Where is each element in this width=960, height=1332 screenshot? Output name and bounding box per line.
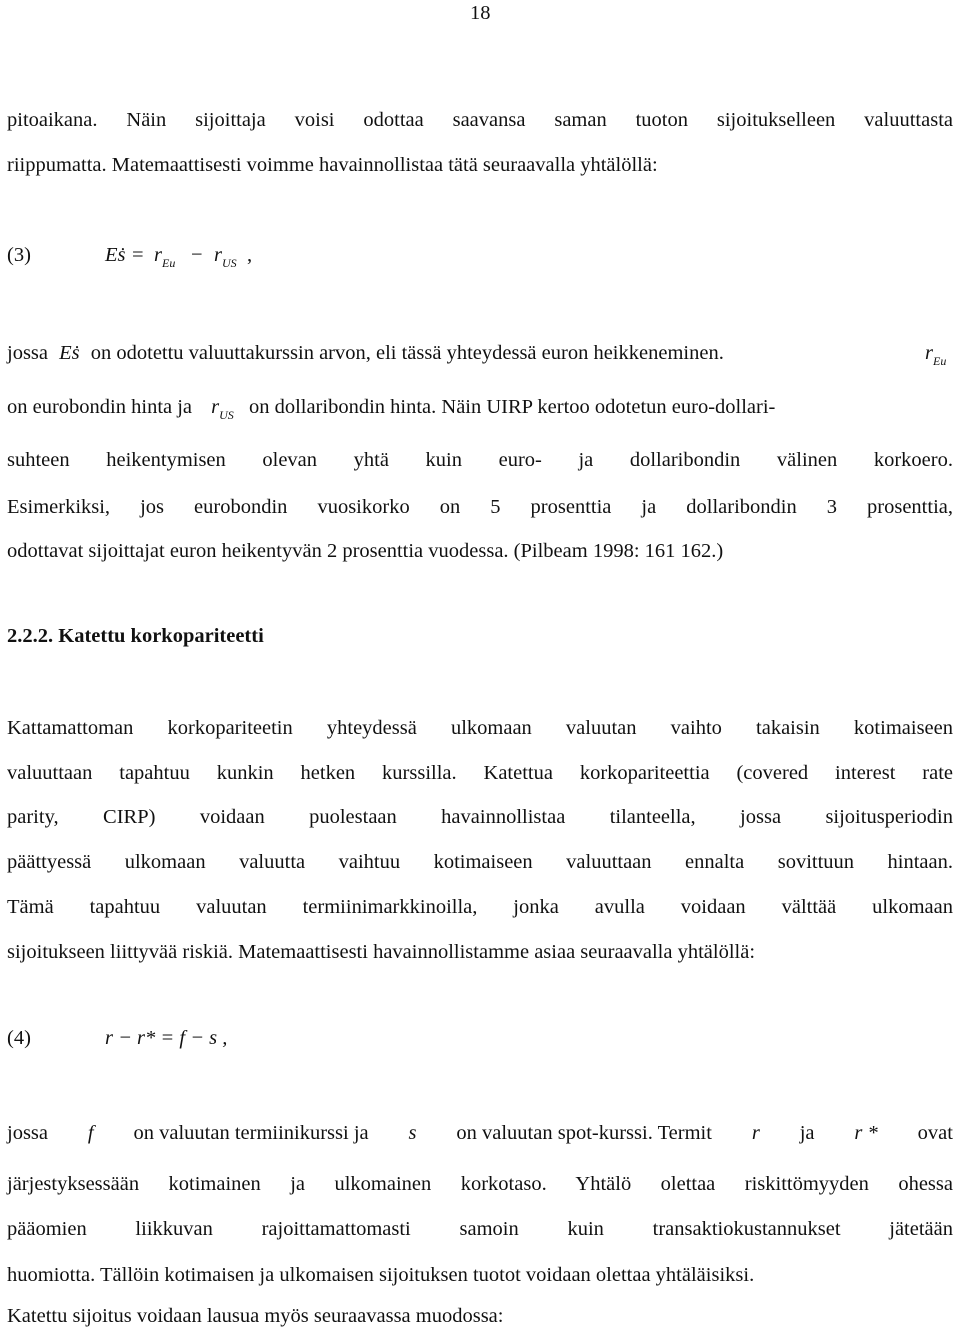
equation-3-r-eu: $r_{Eu}$ xyxy=(154,244,176,270)
math-f: f xyxy=(87,1122,94,1144)
paragraph-2-text-a: jossa xyxy=(7,342,48,364)
math-s: s xyxy=(408,1122,417,1144)
equation-4-label: (4) xyxy=(7,1027,31,1049)
paragraph-4-line-5: Katettu sijoitus voidaan lausua myös seuraavassa muodossa: xyxy=(7,1305,504,1327)
paragraph-4-line-2: järjestyksessään kotimainen ja ulkomainen korkotaso. Yhtälö olettaa riskittömyyden ohessa xyxy=(7,1173,953,1195)
paragraph-1-line-1: pitoaikana. Näin sijoittaja voisi odottaa saavansa saman tuoton sijoitukselleen valuuttasta xyxy=(7,109,953,131)
paragraph-1-line-2: riippumatta. Matemaattisesti voimme havainnollistaa tätä seuraavalla yhtälöllä: xyxy=(7,154,658,176)
paragraph-4-text-b: on valuutan termiinikurssi ja xyxy=(133,1122,369,1144)
math-r: r xyxy=(751,1122,760,1144)
paragraph-2-text-b: on odotettu valuuttakurssin arvon, eli tässä yhteydessä euron heikkeneminen. xyxy=(90,342,724,364)
math-e-s-dot: Eṡ xyxy=(59,342,80,364)
equation-3-minus: − xyxy=(191,244,203,266)
equation-3-lhs: Eṡ xyxy=(105,244,126,266)
paragraph-2-line-2 xyxy=(7,396,953,426)
paragraph-3-line-5: Tämä tapahtuu valuutan termiinimarkkinoilla, jonka avulla voidaan välttää ulkomaan xyxy=(7,896,953,918)
equation-3-equals: = xyxy=(132,244,144,266)
page-number: 18 xyxy=(470,2,491,24)
paragraph-4-line-1 xyxy=(7,1122,953,1150)
paragraph-3-line-1: Kattamattoman korkopariteetin yhteydessä ulkomaan valuutan vaihto takaisin kotimaiseen xyxy=(7,717,953,739)
section-heading: 2.2.2. Katettu korkopariteetti xyxy=(7,625,264,647)
equation-3-r-us: $r_{US}$ xyxy=(214,244,237,270)
paragraph-3-line-2: valuuttaan tapahtuu kunkin hetken kurssilla. Katettua korkopariteettia (covered interest rate xyxy=(7,762,953,784)
paragraph-2-line-4: Esimerkiksi, jos eurobondin vuosikorko on 5 prosenttia ja dollaribondin 3 prosenttia, xyxy=(7,496,953,518)
paragraph-4-text-c: on valuutan spot-kurssi. Termit xyxy=(456,1122,712,1144)
equation-4-expression: r − r* = f − s , xyxy=(105,1027,228,1049)
equation-3-label: (3) xyxy=(7,244,31,266)
paragraph-4-line-3: pääomien liikkuvan rajoittamattomasti samoin kuin transaktiokustannukset jätetään xyxy=(7,1218,953,1240)
math-r-eu: $r_{Eu}$ xyxy=(925,342,947,368)
paragraph-2-line-5: odottavat sijoittajat euron heikentyvän 2 prosenttia vuodessa. (Pilbeam 1998: 161 162.) xyxy=(7,540,724,562)
paragraph-2-line-1 xyxy=(7,342,953,370)
paragraph-4-line-4: huomiotta. Tällöin kotimaisen ja ulkomaisen sijoituksen tuotot voidaan olettaa yhtäläisiksi. xyxy=(7,1264,755,1286)
paragraph-3-line-3: parity, CIRP) voidaan puolestaan havainnollistaa tilanteella, jossa sijoitusperiodin xyxy=(7,806,953,828)
equation-3 xyxy=(7,244,407,276)
equation-4 xyxy=(7,1027,407,1059)
paragraph-4-text-d: ja xyxy=(799,1122,815,1144)
math-r-us: $r_{US}$ xyxy=(211,396,234,422)
paragraph-2-line-3: suhteen heikentymisen olevan yhtä kuin euro- ja dollaribondin välinen korkoero. xyxy=(7,449,953,471)
paragraph-4-text-a: jossa xyxy=(7,1122,48,1144)
paragraph-3-line-4: päättyessä ulkomaan valuutta vaihtuu kotimaiseen valuuttaan ennalta sovittuun hintaan. xyxy=(7,851,953,873)
paragraph-2-text-d: on dollaribondin hinta. Näin UIRP kertoo odotetun euro-dollari- xyxy=(248,396,776,418)
paragraph-4-text-e: ovat xyxy=(917,1122,953,1144)
equation-3-comma: , xyxy=(247,244,253,266)
math-r-star: r * xyxy=(854,1122,878,1144)
paragraph-3-line-6: sijoitukseen liittyvää riskiä. Matemaattisesti havainnollistamme asiaa seuraavalla yhtälöllä: xyxy=(7,941,756,963)
paragraph-2-text-c: on eurobondin hinta ja xyxy=(7,396,193,418)
